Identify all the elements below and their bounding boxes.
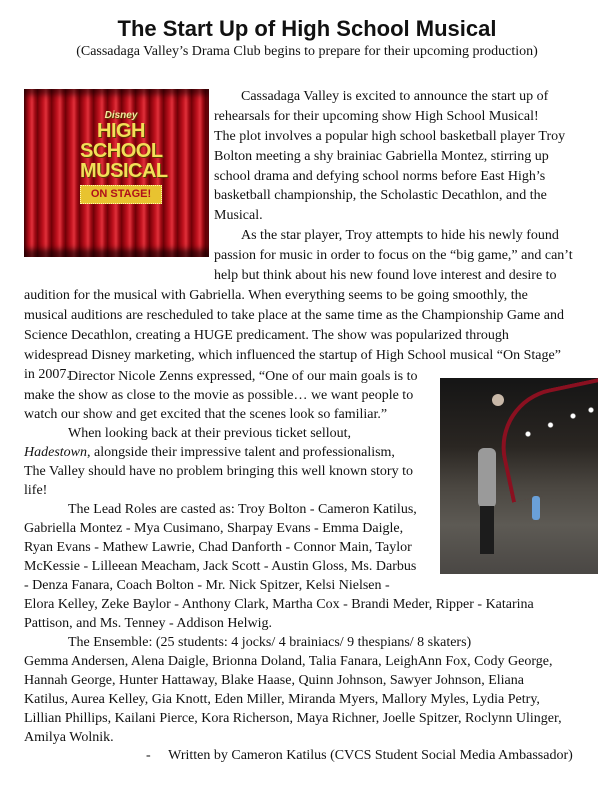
text-line: audition for the musical with Gabriella. When everything seems to be going smoothly, the	[24, 287, 528, 303]
text-line: musical auditions are rescheduled to take place at the same time as the Championship Game and	[24, 307, 564, 323]
text-line: Bolton meeting a shy brainiac Gabriella Montez, stirring up	[214, 148, 549, 164]
article-body-part-1	[24, 87, 573, 385]
show-title-hadestown: Hadestown	[24, 445, 87, 460]
text-span: , alongside their impressive talent and professionalism,	[87, 445, 395, 460]
text-line: life!	[24, 483, 48, 498]
logo-brand: Disney	[104, 110, 138, 121]
article-subtitle: (Cassadaga Valley’s Drama Club begins to prepare for their upcoming production)	[76, 44, 538, 59]
text-line: The Ensemble: (25 students: 4 jocks/ 4 brainiacs/ 9 thespians/ 8 skaters)	[68, 635, 472, 650]
text-line: Elora Kelley, Zeke Baylor - Anthony Clark, Martha Cox - Brandi Meder, Ripper - Katarina	[24, 597, 534, 612]
text-line: Director Nicole Zenns expressed, “One of our main goals is to	[68, 369, 418, 384]
byline-text: Written by Cameron Katilus (CVCS Student Social Media Ambassador)	[168, 748, 573, 763]
byline	[146, 748, 573, 764]
text-line: - Denza Fanara, Coach Bolton - Mr. Nick Spitzer, Kelsi Nielsen -	[24, 578, 390, 593]
text-line: Katilus, Aurea Kelley, Gia Knott, Eden Miller, Miranda Myers, Mallory Myles, Lydia Petry,	[24, 692, 540, 707]
text-line: passion for music in order to focus on the “big game,” and can’t	[214, 248, 573, 264]
logo-badge: ON STAGE!	[80, 185, 162, 204]
text-line: widespread Disney marketing, which influenced the startup of High School musical “On Stage”	[24, 347, 561, 363]
text-line: McKessie - Lilleean Meacham, Jack Scott - Austin Gloss, Ms. Darbus	[24, 559, 417, 574]
text-line: make the show as close to the movie as possible… we want people to	[24, 388, 414, 403]
text-line: The Lead Roles are casted as: Troy Bolton - Cameron Katilus,	[68, 502, 417, 517]
text-line: rehearsals for their upcoming show High School Musical!	[214, 108, 539, 124]
logo-line: MUSICAL	[80, 160, 168, 182]
text-line: As the star player, Troy attempts to hide his newly found	[241, 228, 559, 244]
text-line: Amilya Wolnik.	[24, 730, 114, 745]
text-line: Ryan Evans - Mathew Lawrie, Chad Danforth - Connor Main, Taylor	[24, 540, 412, 555]
text-line: Gabriella Montez - Mya Cusimano, Sharpay Evans - Emma Daigle,	[24, 521, 404, 536]
article-body-part-2	[24, 367, 562, 747]
text-line: Musical.	[214, 208, 263, 224]
text-line: The Valley should have no problem bringing this well known story to	[24, 464, 413, 479]
text-line: Gemma Andersen, Alena Daigle, Brionna Doland, Talia Fanara, LeighAnn Fox, Cody George,	[24, 654, 553, 669]
byline-dash: -	[146, 748, 151, 763]
text-line: in 2007.	[24, 367, 70, 383]
logo-line: SCHOOL	[80, 140, 163, 162]
text-line: When looking back at their previous ticket sellout,	[68, 426, 352, 441]
text-line: help but think about his new found love interest and desire to	[214, 268, 557, 284]
text-line: Pattison, and Ms. Tenney - Addison Helwig.	[24, 616, 273, 631]
article-title: The Start Up of High School Musical	[117, 16, 497, 41]
text-line: Cassadaga Valley is excited to announce the start up of	[241, 89, 549, 104]
text-line: watch our show and get excited that the scenes look so familiar.”	[24, 407, 388, 422]
logo-line: HIGH	[97, 120, 145, 142]
text-line: school drama and defying school norms before East High’s	[214, 168, 546, 184]
text-line: basketball championship, the Scholastic Decathlon, and the	[214, 188, 547, 204]
text-line: The plot involves a popular high school basketball player Troy	[214, 128, 566, 144]
text-line	[24, 443, 562, 462]
text-line: Lillian Phillips, Kailani Pierce, Kora Richerson, Maya Richner, Joelle Spitzer, Roclynn Ulinger,	[24, 711, 562, 726]
text-line: Hannah George, Hunter Hattaway, Blake Haase, Quinn Johnson, Sawyer Johnson, Eliana	[24, 673, 524, 688]
text-line: Science Decathlon, creating a HUGE predicament. The show was popularized through	[24, 327, 509, 343]
